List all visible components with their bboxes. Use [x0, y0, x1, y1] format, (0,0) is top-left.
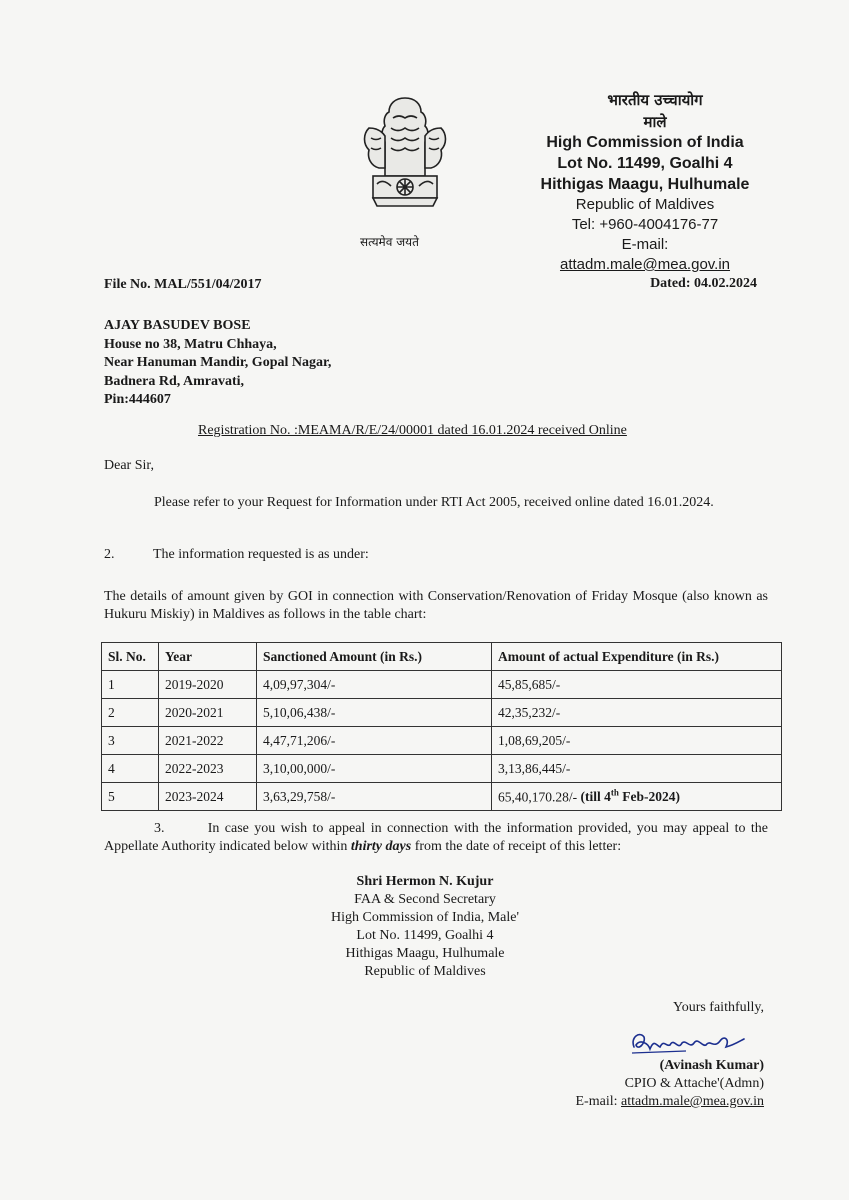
- salutation: Dear Sir,: [104, 458, 154, 473]
- details-paragraph: The details of amount given by GOI in connection with Conservation/Renovation of Friday Mosque (also known as Hukuru Miskiy) in Maldives as follows in the table chart:: [104, 589, 768, 622]
- header-expenditure: Amount of actual Expenditure (in Rs.): [492, 643, 782, 671]
- signatory-name: (Avinash Kumar): [659, 1058, 764, 1073]
- table-row: [102, 699, 782, 727]
- recipient-line-1: House no 38, Matru Chhaya,: [104, 336, 277, 352]
- letter-date: Dated: 04.02.2024: [650, 276, 757, 291]
- letterhead-tel: Tel: +960-4004176-77: [571, 216, 719, 233]
- closing: Yours faithfully,: [672, 1000, 764, 1015]
- registration-number: Registration No. :MEAMA/R/E/24/00001 dated 16.01.2024 received Online: [198, 423, 627, 438]
- header-sl-no: Sl. No.: [102, 643, 159, 671]
- emblem-motto: सत्यमेव जयते: [360, 235, 419, 249]
- paragraph-3-post: from the date of receipt of this letter:: [411, 839, 622, 854]
- appellate-country: Republic of Maldives: [364, 964, 486, 979]
- till-note-pre: (till 4: [580, 789, 611, 805]
- cell-year: 2021-2022: [159, 727, 257, 755]
- header-sanctioned: Sanctioned Amount (in Rs.): [257, 643, 492, 671]
- letterhead-address-1: Lot No. 11499, Goalhi 4: [557, 155, 733, 172]
- paragraph-3-number: 3.: [154, 821, 165, 836]
- state-emblem-lion-capital-icon: [355, 88, 455, 228]
- cell-year: 2022-2023: [159, 755, 257, 783]
- appellate-name: Shri Hermon N. Kujur: [356, 874, 494, 889]
- cell-sl-no: 2: [102, 699, 159, 727]
- signatory-block: [576, 1057, 765, 1111]
- cell-expenditure: 45,85,685/-: [492, 671, 782, 699]
- cell-year: 2020-2021: [159, 699, 257, 727]
- cell-sl-no: 5: [102, 783, 159, 811]
- recipient-pin: Pin:444607: [104, 392, 171, 407]
- appellate-address-2: Hithigas Maagu, Hulhumale: [345, 946, 505, 961]
- signatory-email-line: [576, 1093, 765, 1111]
- cell-sl-no: 3: [102, 727, 159, 755]
- till-note-sup: th: [610, 787, 619, 798]
- cell-expenditure: 3,13,86,445/-: [492, 755, 782, 783]
- recipient-name: AJAY BASUDEV BOSE: [104, 318, 251, 333]
- till-date-note: [581, 789, 681, 804]
- cell-sl-no: 4: [102, 755, 159, 783]
- amount-table: [101, 642, 782, 811]
- letterhead-hindi-city: माले: [643, 113, 667, 131]
- signatory-email-link[interactable]: attadm.male@mea.gov.in: [621, 1094, 764, 1109]
- paragraph-3-emphasis: thirty days: [350, 839, 412, 854]
- paragraph-3-pre: In case you wish to appeal in connection with the information provided, you may appeal to the Appellate Authority indicated below within: [104, 821, 769, 854]
- signatory-email-label: E-mail:: [575, 1094, 621, 1109]
- signatory-title: CPIO & Attache'(Admn): [624, 1076, 764, 1091]
- cell-sl-no: 1: [102, 671, 159, 699]
- state-emblem: [355, 88, 455, 248]
- table-row: [102, 755, 782, 783]
- letterhead-email-link[interactable]: attadm.male@mea.gov.in: [559, 256, 731, 273]
- letterhead: [520, 90, 770, 275]
- header-year: Year: [159, 643, 257, 671]
- cell-sanctioned: 5,10,06,438/-: [257, 699, 492, 727]
- table-row: [102, 671, 782, 699]
- recipient-line-2: Near Hanuman Mandir, Gopal Nagar,: [104, 355, 332, 370]
- cell-sanctioned: 3,10,00,000/-: [257, 755, 492, 783]
- till-note-post: Feb-2024): [618, 789, 681, 805]
- appellate-address-1: Lot No. 11499, Goalhi 4: [356, 928, 494, 943]
- letterhead-email-label: E-mail:: [621, 236, 669, 253]
- appellate-title: FAA & Second Secretary: [354, 892, 496, 907]
- cell-expenditure-value: 65,40,170.28/-: [498, 789, 581, 805]
- table-row: [102, 783, 782, 811]
- paragraph-2-number: 2.: [104, 547, 115, 562]
- cell-expenditure: 42,35,232/-: [492, 699, 782, 727]
- file-number: File No. MAL/551/04/2017: [104, 277, 262, 292]
- handwritten-signature: [626, 1025, 756, 1061]
- recipient-line-3: Badnera Rd, Amravati,: [104, 373, 244, 389]
- cell-sanctioned: 4,47,71,206/-: [257, 727, 492, 755]
- paragraph-2-text: The information requested is as under:: [153, 547, 369, 562]
- cell-sanctioned: 4,09,97,304/-: [257, 671, 492, 699]
- letterhead-name: High Commission of India: [546, 134, 744, 151]
- table-row: [102, 727, 782, 755]
- recipient-address: [104, 317, 331, 410]
- letterhead-address-2: Hithigas Maagu, Hulhumale: [540, 176, 750, 193]
- table-header-row: [102, 643, 782, 671]
- appellate-authority: [300, 873, 550, 981]
- cell-expenditure: [492, 783, 782, 811]
- cell-year: 2023-2024: [159, 783, 257, 811]
- paragraph-3: [104, 820, 768, 856]
- cell-sanctioned: 3,63,29,758/-: [257, 783, 492, 811]
- paragraph-1: Please refer to your Request for Information under RTI Act 2005, received online dated 16.01.2024.: [154, 495, 714, 510]
- letterhead-country: Republic of Maldives: [575, 196, 715, 213]
- cell-expenditure: 1,08,69,205/-: [492, 727, 782, 755]
- cell-year: 2019-2020: [159, 671, 257, 699]
- letterhead-hindi-name: भारतीय उच्चायोग: [607, 91, 703, 109]
- appellate-office: High Commission of India, Male': [330, 910, 519, 925]
